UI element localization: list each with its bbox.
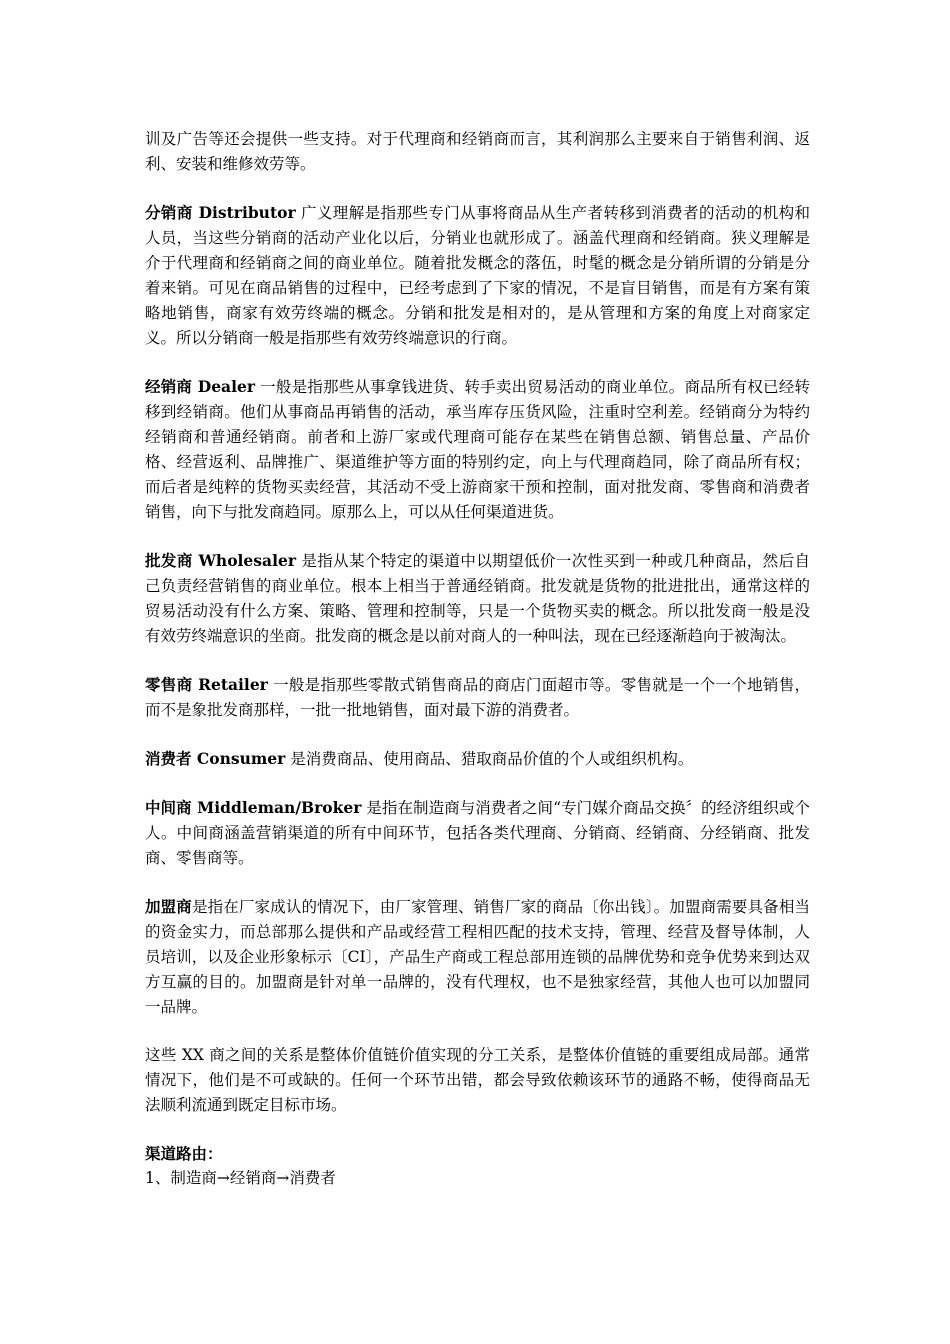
consumer-paragraph (145, 746, 810, 772)
distributor-term: 分销商 Distributor (145, 203, 296, 222)
middleman-term: 中间商 Middleman/Broker (145, 798, 362, 817)
distributor-text: 广义理解是指那些专门从事将商品从生产者转移到消费者的活动的机构和人员，当这些分销商的活动产业化以后，分销业也就形成了。涵盖代理商和经销商。狭义理解是介于代理商和经销商之间的商业单位。随着批发概念的落伍，时髦的概念是分销所谓的分销是分着来销。可见在商品销售的过程中，已经考虑到了下家的情况，不是盲目销售，而是有方案有策略地销售，商家有效劳终端的概念。分销和批发是相对的，是从管理和方案的角度上对商家定义。所以分销商一般是指那些有效劳终端意识的行商。 (145, 204, 810, 347)
distributor-paragraph (145, 200, 810, 351)
franchisee-paragraph (145, 894, 810, 1020)
route-item: 1、制造商→经销商→消费者 (145, 1169, 336, 1187)
document-page (145, 127, 810, 1191)
franchisee-text: 是指在厂家成认的情况下，由厂家管理、销售厂家的商品〔你出钱〕。加盟商需要具备相当的资金实力，而总部那么提供和产品或经营工程相匹配的技术支持，管理、经营及督导体制，人员培训，以及企业形象标示〔CI〕，产品生产商或工程总部用连锁的品牌优势和竞争优势来到达双方互赢的目的。加盟商是针对单一品牌的，没有代理权，也不是独家经营，其他人也可以加盟同一品牌。 (145, 898, 810, 1016)
consumer-term: 消费者 Consumer (145, 749, 286, 768)
dealer-paragraph (145, 374, 810, 525)
retailer-text: 一般是指那些零散式销售商品的商店门面超市等。零售就是一个一个地销售，而不是象批发商那样，一批一批地销售，面对最下游的消费者。 (145, 676, 810, 719)
middleman-text: 是指在制造商与消费者之间“专门媒介商品交换〞的经济组织或个人。中间商涵盖营销渠道的所有中间环节，包括各类代理商、分销商、经销商、分经销商、批发商、零售商等。 (145, 799, 810, 867)
dealer-text: 一般是指那些从事拿钱进货、转手卖出贸易活动的商业单位。商品所有权已经转移到经销商。他们从事商品再销售的活动，承当库存压货风险，注重时空利差。经销商分为特约经销商和普通经销商。前者和上游厂家或代理商可能存在某些在销售总额、销售总量、产品价格、经营返利、品牌推广、渠道维护等方面的特别约定，向上与代理商趋同，除了商品所有权；而后者是纯粹的货物买卖经营，其活动不受上游商家干预和控制，面对批发商、零售商和消费者销售，向下与批发商趋同。原那么上，可以从任何渠道进货。 (145, 378, 810, 521)
routes-heading: 渠道路由： (145, 1144, 223, 1163)
franchisee-term: 加盟商 (145, 897, 192, 916)
retailer-term: 零售商 Retailer (145, 675, 268, 694)
middleman-paragraph (145, 795, 810, 871)
intro-paragraph (145, 127, 810, 177)
dealer-term: 经销商 Dealer (145, 377, 256, 396)
summary-text: 这些 XX 商之间的关系是整体价值链价值实现的分工关系，是整体价值链的重要组成局部。通常情况下，他们是不可或缺的。任何一个环节出错，都会导致依赖该环节的通路不畅，使得商品无法顺利流通到既定目标市场。 (145, 1046, 810, 1114)
consumer-text: 是消费商品、使用商品、猎取商品价值的个人或组织机构。 (285, 750, 694, 768)
retailer-paragraph (145, 672, 810, 723)
summary-paragraph (145, 1043, 810, 1118)
wholesaler-term: 批发商 Wholesaler (145, 551, 296, 570)
wholesaler-text: 是指从某个特定的渠道中以期望低价一次性买到一种或几种商品，然后自己负责经营销售的商业单位。根本上相当于普通经销商。批发就是货物的批进批出，通常这样的贸易活动没有什么方案、策略、管理和控制等，只是一个货物买卖的概念。所以批发商一般是没有效劳终端意识的坐商。批发商的概念是以前对商人的一种叫法，现在已经逐渐趋向于被淘汰。 (145, 552, 810, 645)
intro-text: 训及广告等还会提供一些支持。对于代理商和经销商而言，其利润那么主要来自于销售利润、返利、安装和维修效劳等。 (145, 130, 810, 173)
wholesaler-paragraph (145, 548, 810, 649)
